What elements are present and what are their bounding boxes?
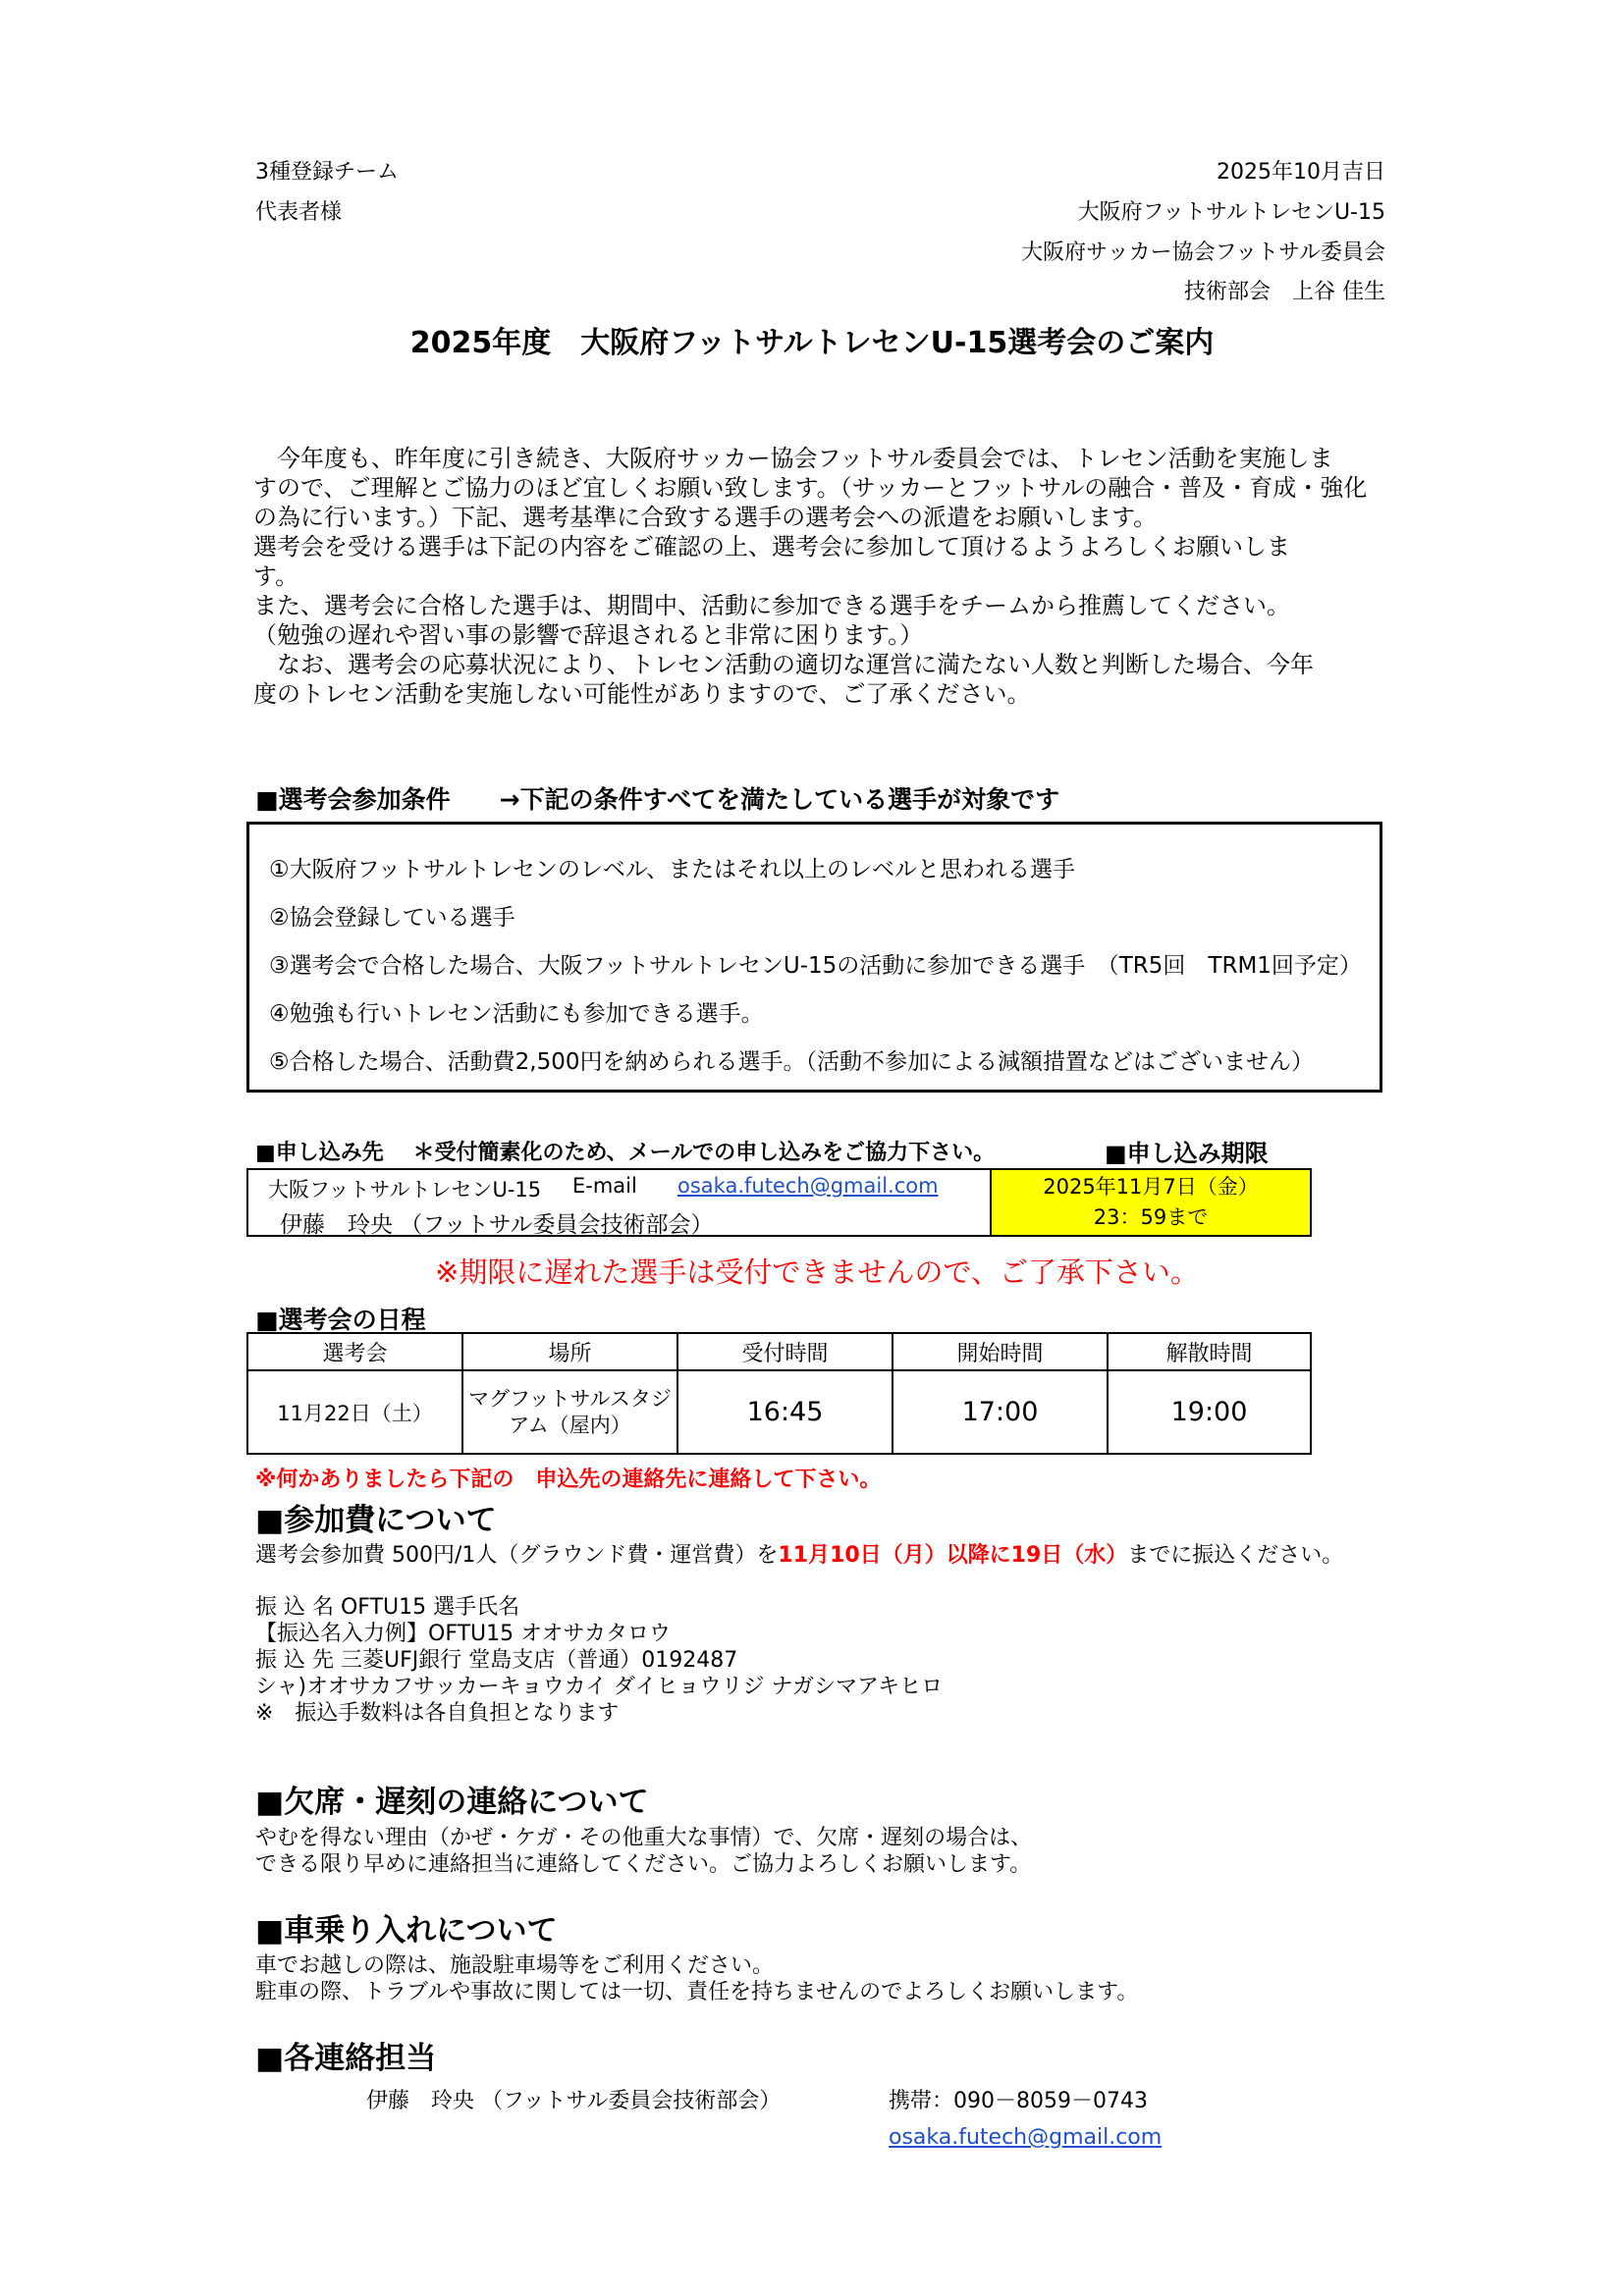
schedule-col-header: 開始時間 [893, 1333, 1108, 1370]
contact-note: ※何かありましたら下記の 申込先の連絡先に連絡して下さい。 [255, 1468, 882, 1492]
parking-line: 車でお越しの際は、施設駐車場等をご利用ください。 [255, 1953, 775, 1978]
transfer-line: 振 込 名 OFTU15 選手氏名 [255, 1595, 520, 1620]
schedule-col-header: 解散時間 [1108, 1333, 1311, 1370]
transfer-line: ※ 振込手数料は各自負担となります [255, 1701, 620, 1726]
deadline-heading: ■申し込み期限 [1105, 1140, 1269, 1167]
schedule-col-header: 選考会 [247, 1333, 462, 1370]
absence-line: できる限り早めに連絡担当に連絡してください。ご協力よろしくお願いします。 [255, 1852, 1032, 1877]
intro-line: 選考会を受ける選手は下記の内容をご確認の上、選考会に参加して頂けるようよろしくお願いしま [253, 533, 1290, 561]
deadline-cell [991, 1169, 1311, 1236]
parking-line: 駐車の際、トラブルや事故に関しては一切、責任を持ちませんのでよろしくお願いします。 [255, 1980, 1139, 2004]
intro-line: （勉強の遅れや習い事の影響で辞退されると非常に困ります。） [253, 621, 924, 649]
application-email-link[interactable]: osaka.futech@gmail.com [677, 1174, 939, 1198]
schedule-col-header: 場所 [462, 1333, 677, 1370]
venue-line: アム（屋内） [509, 1413, 631, 1437]
document-date: 2025年10月吉日 [1217, 160, 1385, 185]
late-notice: ※期限に遅れた選手は受付できませんので、ご了承下さい。 [435, 1255, 1199, 1289]
fee-line [255, 1538, 1343, 1569]
condition-item: ③選考会で合格した場合、大阪フットサルトレセンU-15の活動に参加できる選手 （TR5回 TRM1回予定） [269, 953, 1362, 979]
venue-line: マグフットサルスタジ [468, 1386, 672, 1411]
intro-line: また、選考会に合格した選手は、期間中、活動に参加できる選手をチームから推薦してください。 [253, 592, 1290, 619]
schedule-reception-time: 16:45 [677, 1370, 893, 1454]
intro-line: すので、ご理解とご協力のほど宜しくお願い致します。（サッカーとフットサルの融合・普及・育成・強化 [253, 474, 1368, 502]
schedule-venue [462, 1370, 677, 1454]
sender-person: 技術部会 上谷 佳生 [1184, 280, 1385, 304]
application-contact-cell [247, 1169, 991, 1236]
schedule-start-time: 17:00 [893, 1370, 1108, 1454]
contact-email-link[interactable]: osaka.futech@gmail.com [889, 2125, 1163, 2150]
absence-heading: ■欠席・遅刻の連絡について [255, 1785, 649, 1820]
fee-text: 選考会参加費 500円/1人（グラウンド費・運営費）を [255, 1543, 779, 1568]
recipient-representative: 代表者様 [255, 200, 343, 225]
schedule-dismiss-time: 19:00 [1108, 1370, 1311, 1454]
application-person: 伊藤 玲央 （フットサル委員会技術部会） [280, 1212, 714, 1238]
transfer-line: 振 込 先 三菱UFJ銀行 堂島支店（普通）0192487 [255, 1648, 738, 1673]
schedule-header-row [247, 1333, 1311, 1370]
sender-committee: 大阪府サッカー協会フットサル委員会 [1021, 240, 1385, 265]
condition-item: ①大阪府フットサルトレセンのレベル、またはそれ以上のレベルと思われる選手 [269, 857, 1076, 882]
absence-line: やむを得ない理由（かぜ・ケガ・その他重大な事情）で、欠席・遅刻の場合は、 [255, 1826, 1033, 1850]
schedule-table [246, 1332, 1312, 1455]
condition-item: ⑤合格した場合、活動費2,500円を納められる選手。（活動不参加による減額措置などはございません） [269, 1049, 1314, 1075]
application-heading: ■申し込み先 ＊受付簡素化のため、メールでの申し込みをご協力下さい。 [255, 1141, 996, 1165]
intro-line: 度のトレセン活動を実施しない可能性がありますので、ご了承ください。 [253, 680, 1031, 708]
conditions-heading: ■選考会参加条件 →下記の条件すべてを満たしている選手が対象です [255, 785, 1060, 814]
contacts-heading: ■各連絡担当 [255, 2041, 437, 2076]
condition-item: ④勉強も行いトレセン活動にも参加できる選手。 [269, 1001, 764, 1027]
intro-text [253, 444, 1367, 709]
fee-text-end: までに振込ください。 [1127, 1543, 1344, 1568]
schedule-row [247, 1370, 1311, 1454]
intro-line: なお、選考会の応募状況により、トレセン活動の適切な運営に満たない人数と判断した場合、今年 [253, 651, 1314, 678]
schedule-col-header: 受付時間 [677, 1333, 893, 1370]
deadline-time: 23：59まで [1093, 1205, 1209, 1229]
parking-heading: ■車乗り入れについて [255, 1913, 558, 1949]
fee-transfer-period: 11月10日（月）以降に19日（水） [778, 1543, 1128, 1568]
contact-person: 伊藤 玲央 （フットサル委員会技術部会） [366, 2089, 782, 2113]
intro-line: の為に行います。）下記、選考基準に合致する選手の選考会への派遣をお願いします。 [253, 504, 1158, 531]
application-table [246, 1168, 1312, 1237]
intro-line: す。 [253, 562, 299, 590]
schedule-heading: ■選考会の日程 [255, 1306, 426, 1334]
contact-phone: 携帯：090－8059－0743 [889, 2089, 1148, 2113]
email-label: E-mail [572, 1174, 637, 1198]
sender-org: 大阪府フットサルトレセンU-15 [1077, 200, 1385, 225]
application-org: 大阪フットサルトレセンU-15 [268, 1178, 542, 1201]
intro-line: 今年度も、昨年度に引き続き、大阪府サッカー協会フットサル委員会では、トレセン活動を実施しま [253, 445, 1333, 472]
deadline-date: 2025年11月7日（金） [1043, 1175, 1259, 1199]
recipient-team: 3種登録チーム [255, 160, 399, 185]
transfer-line: 【振込名入力例】OFTU15 オオサカタロウ [255, 1622, 672, 1646]
conditions-box [246, 822, 1382, 1093]
fee-heading: ■参加費について [255, 1503, 497, 1538]
transfer-line: シャ)オオサカフサッカーキョウカイ ダイヒョウリジ ナガシマアキヒロ [255, 1675, 944, 1699]
condition-item: ②協会登録している選手 [269, 905, 515, 931]
page-title: 2025年度 大阪府フットサルトレセンU-15選考会のご案内 [409, 326, 1215, 360]
schedule-date: 11月22日（土） [247, 1370, 462, 1454]
